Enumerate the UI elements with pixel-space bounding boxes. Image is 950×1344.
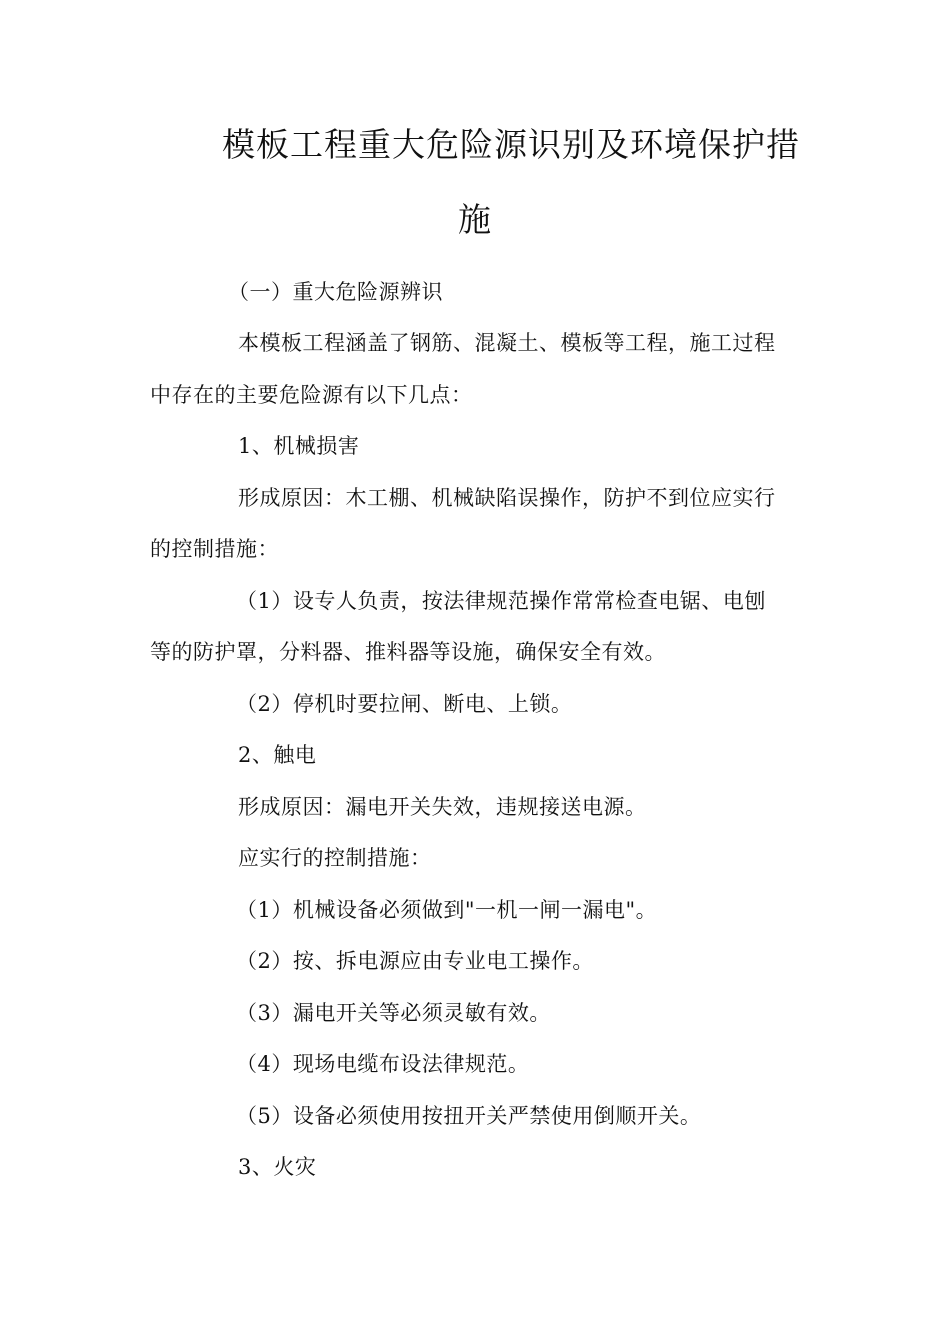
paragraph-line: 应实行的控制措施： (238, 846, 432, 870)
paragraph-line: 等的防护罩，分料器、推料器等设施，确保安全有效。 (150, 640, 666, 664)
paragraph-line: 的控制措施： (150, 537, 279, 561)
list-item: （1）设专人负责，按法律规范操作常常检查电锯、电刨 (236, 589, 766, 613)
list-item: （2）按、拆电源应由专业电工操作。 (236, 949, 594, 973)
document-title-line-2: 施 (458, 200, 492, 239)
subsection-heading: 3、火灾 (238, 1155, 317, 1179)
subsection-heading: 1、机械损害 (238, 434, 360, 458)
subsection-heading: 2、触电 (238, 743, 317, 767)
paragraph-line: 形成原因：木工棚、机械缺陷误操作，防护不到位应实行 (238, 486, 776, 510)
list-item: （5）设备必须使用按扭开关严禁使用倒顺开关。 (236, 1104, 702, 1128)
list-item: （4）现场电缆布设法律规范。 (236, 1052, 530, 1076)
paragraph-line: 本模板工程涵盖了钢筋、混凝土、模板等工程，施工过程 (238, 331, 776, 355)
document-title-line-1: 模板工程重大危险源识别及环境保护措 (222, 125, 800, 164)
list-item: （2）停机时要拉闸、断电、上锁。 (236, 692, 573, 716)
paragraph-line: 中存在的主要危险源有以下几点： (150, 383, 473, 407)
paragraph-line: 形成原因：漏电开关失效，违规接送电源。 (238, 795, 647, 819)
list-item: （1）机械设备必须做到"一机一闸一漏电"。 (236, 898, 658, 922)
list-item: （3）漏电开关等必须灵敏有效。 (236, 1001, 551, 1025)
section-heading: （一）重大危险源辨识 (228, 280, 443, 304)
